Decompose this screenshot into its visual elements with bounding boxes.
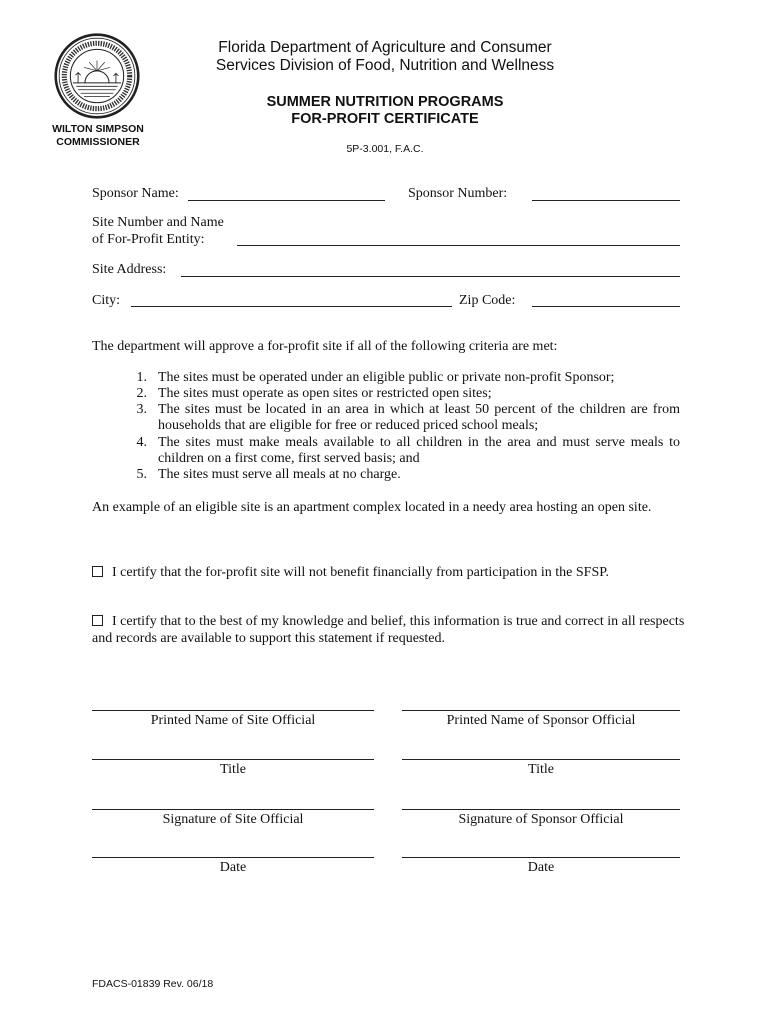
- sponsor-name-label: Sponsor Name:: [92, 186, 179, 201]
- site-name-line: [237, 245, 680, 246]
- city-line: [131, 306, 452, 307]
- date-site-label: Date: [219, 860, 247, 875]
- criteria-item-3: The sites must be located in an area in which at least 50 percent of the children are from: [158, 402, 680, 417]
- site-number-name-label: Site Number and Name: [92, 215, 224, 230]
- title-sponsor-label: Title: [528, 762, 554, 777]
- date-sponsor-line[interactable]: [402, 857, 680, 858]
- city-input[interactable]: [131, 290, 456, 306]
- printed-name-sponsor-line[interactable]: [402, 710, 680, 711]
- zip-code-line: [532, 306, 680, 307]
- certify-true-correct-text: I certify that to the best of my knowledge and belief, this information is true and correct in all respects: [112, 614, 685, 629]
- rule-reference: 5P-3.001, F.A.C.: [346, 143, 424, 155]
- form-title-line2: FOR-PROFIT CERTIFICATE: [291, 111, 479, 127]
- site-number-name-label-cont: of For-Profit Entity:: [92, 232, 205, 247]
- signature-site-label: Signature of Site Official: [162, 812, 304, 827]
- date-site-line[interactable]: [92, 857, 374, 858]
- certify-no-financial-benefit-checkbox[interactable]: [92, 566, 103, 577]
- sponsor-name-line: [188, 200, 385, 201]
- certify-no-financial-benefit-text: I certify that the for-profit site will not benefit financially from participation in the SFSP.: [112, 565, 609, 580]
- sponsor-number-label: Sponsor Number:: [408, 186, 508, 201]
- site-address-label: Site Address:: [92, 262, 167, 277]
- criteria-number: 3.: [136, 402, 147, 417]
- agency-name-line1: Florida Department of Agriculture and Consumer: [218, 39, 552, 56]
- signature-sponsor-label: Signature of Sponsor Official: [458, 812, 624, 827]
- printed-name-site-line[interactable]: [92, 710, 374, 711]
- title-sponsor-line[interactable]: [402, 759, 680, 760]
- zip-code-input[interactable]: [532, 290, 684, 306]
- certify-true-correct-text-cont: and records are available to support this statement if requested.: [92, 631, 445, 646]
- eligible-site-example: An example of an eligible site is an apartment complex located in a needy area hosting an open site.: [92, 500, 652, 515]
- criteria-item-4: The sites must make meals available to all children in the area and must serve meals to: [158, 435, 680, 450]
- signature-site-line[interactable]: [92, 809, 374, 810]
- certify-true-correct-checkbox[interactable]: [92, 615, 103, 626]
- criteria-intro: The department will approve a for-profit site if all of the following criteria are met:: [92, 339, 558, 354]
- criteria-item-4-cont: children on a first come, first served basis; and: [158, 451, 420, 466]
- zip-code-label: Zip Code:: [459, 293, 516, 308]
- criteria-item-3-cont: households that are eligible for free or reduced priced school meals;: [158, 418, 539, 433]
- sponsor-number-line: [532, 200, 680, 201]
- site-address-input[interactable]: [181, 260, 684, 276]
- printed-name-sponsor-label: Printed Name of Sponsor Official: [446, 713, 636, 728]
- form-title-line1: SUMMER NUTRITION PROGRAMS: [266, 94, 504, 110]
- criteria-number: 4.: [136, 435, 147, 450]
- commissioner-title: COMMISSIONER: [56, 136, 140, 148]
- sponsor-number-input[interactable]: [532, 184, 684, 200]
- criteria-item-2: The sites must operate as open sites or restricted open sites;: [158, 386, 492, 401]
- site-address-line: [181, 276, 680, 277]
- criteria-item-5: The sites must serve all meals at no charge.: [158, 467, 401, 482]
- sponsor-name-input[interactable]: [188, 184, 389, 200]
- title-site-line[interactable]: [92, 759, 374, 760]
- signature-sponsor-line[interactable]: [402, 809, 680, 810]
- criteria-number: 2.: [136, 386, 147, 401]
- criteria-number: 1.: [136, 370, 147, 385]
- site-name-input[interactable]: [237, 229, 684, 245]
- department-seal-logo: [54, 33, 140, 119]
- commissioner-name: WILTON SIMPSON: [52, 123, 144, 135]
- date-sponsor-label: Date: [527, 860, 555, 875]
- form-number: FDACS-01839 Rev. 06/18: [92, 978, 214, 990]
- printed-name-site-label: Printed Name of Site Official: [150, 713, 316, 728]
- criteria-number: 5.: [136, 467, 147, 482]
- title-site-label: Title: [220, 762, 246, 777]
- agency-name-line2: Services Division of Food, Nutrition and Wellness: [215, 57, 555, 74]
- criteria-item-1: The sites must be operated under an eligible public or private non-profit Sponsor;: [158, 370, 615, 385]
- city-label: City:: [92, 293, 121, 308]
